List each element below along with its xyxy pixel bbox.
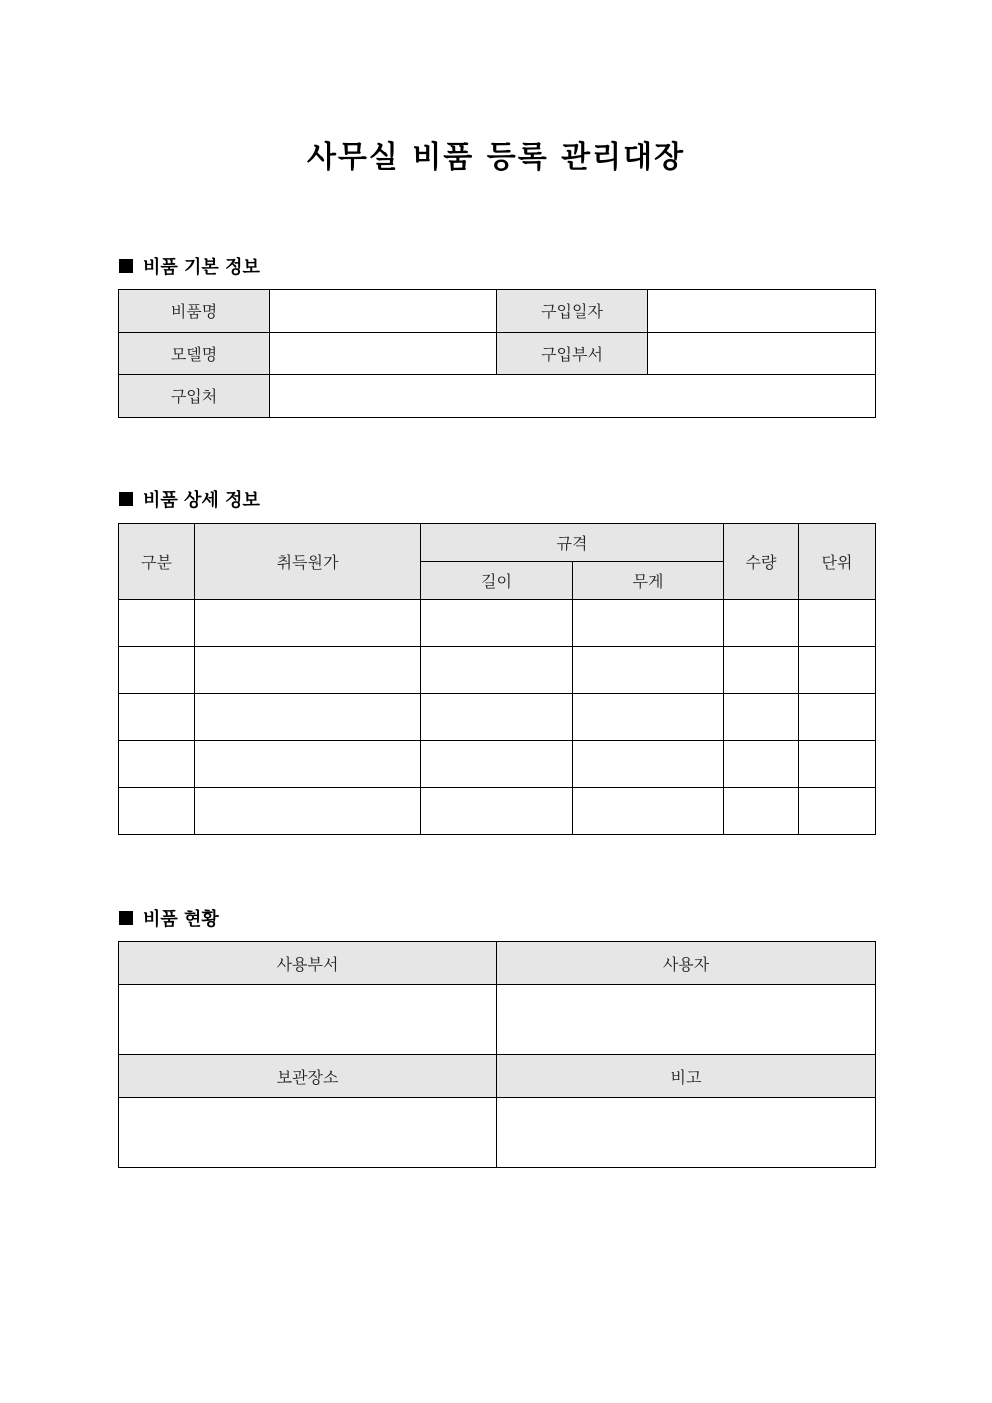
vendor-label: 구입처 (119, 375, 270, 418)
category-cell[interactable] (119, 600, 195, 647)
table-header-row (119, 1055, 876, 1098)
purchase-dept-field[interactable] (648, 332, 876, 375)
purchase-dept-label: 구입부서 (497, 332, 648, 375)
user-label: 사용자 (497, 942, 876, 985)
square-bullet-icon (119, 492, 133, 506)
length-cell[interactable] (421, 694, 573, 741)
length-cell[interactable] (421, 647, 573, 694)
table-row (119, 332, 876, 375)
storage-location-label: 보관장소 (119, 1055, 497, 1098)
table-row (119, 600, 876, 647)
section-heading-status (119, 905, 219, 931)
section-heading-detail-info (119, 486, 260, 512)
table-row (119, 985, 876, 1055)
basic-info-table (118, 289, 876, 418)
user-field[interactable] (497, 985, 876, 1055)
square-bullet-icon (119, 911, 133, 925)
storage-location-field[interactable] (119, 1098, 497, 1168)
weight-cell[interactable] (573, 741, 724, 788)
model-name-field[interactable] (270, 332, 497, 375)
col-header-weight: 무게 (573, 562, 724, 600)
acquisition-cost-cell[interactable] (195, 694, 421, 741)
table-header-row (119, 524, 876, 562)
unit-cell[interactable] (799, 788, 876, 835)
table-row (119, 788, 876, 835)
section-heading-basic-info (119, 253, 260, 279)
col-header-category: 구분 (119, 524, 195, 600)
quantity-cell[interactable] (724, 647, 799, 694)
category-cell[interactable] (119, 741, 195, 788)
category-cell[interactable] (119, 788, 195, 835)
length-cell[interactable] (421, 788, 573, 835)
weight-cell[interactable] (573, 647, 724, 694)
quantity-cell[interactable] (724, 788, 799, 835)
weight-cell[interactable] (573, 600, 724, 647)
item-name-label: 비품명 (119, 290, 270, 333)
quantity-cell[interactable] (724, 694, 799, 741)
col-header-acquisition-cost: 취득원가 (195, 524, 421, 600)
acquisition-cost-cell[interactable] (195, 600, 421, 647)
length-cell[interactable] (421, 741, 573, 788)
unit-cell[interactable] (799, 694, 876, 741)
col-header-unit: 단위 (799, 524, 876, 600)
remarks-field[interactable] (497, 1098, 876, 1168)
table-row (119, 647, 876, 694)
section-heading-text: 비품 현황 (143, 909, 219, 930)
square-bullet-icon (119, 259, 133, 273)
weight-cell[interactable] (573, 788, 724, 835)
table-row (119, 741, 876, 788)
purchase-date-field[interactable] (648, 290, 876, 333)
table-row (119, 290, 876, 333)
table-row (119, 694, 876, 741)
using-dept-field[interactable] (119, 985, 497, 1055)
col-header-spec: 규격 (421, 524, 724, 562)
table-row (119, 1098, 876, 1168)
document-title: 사무실 비품 등록 관리대장 (306, 140, 686, 175)
col-header-quantity: 수량 (724, 524, 799, 600)
table-row (119, 375, 876, 418)
acquisition-cost-cell[interactable] (195, 788, 421, 835)
status-table (118, 941, 876, 1168)
quantity-cell[interactable] (724, 600, 799, 647)
remarks-label: 비고 (497, 1055, 876, 1098)
item-name-field[interactable] (270, 290, 497, 333)
unit-cell[interactable] (799, 647, 876, 694)
purchase-date-label: 구입일자 (497, 290, 648, 333)
table-header-row (119, 942, 876, 985)
category-cell[interactable] (119, 694, 195, 741)
quantity-cell[interactable] (724, 741, 799, 788)
col-header-length: 길이 (421, 562, 573, 600)
model-name-label: 모델명 (119, 332, 270, 375)
category-cell[interactable] (119, 647, 195, 694)
detail-info-table (118, 523, 876, 835)
length-cell[interactable] (421, 600, 573, 647)
vendor-field[interactable] (270, 375, 876, 418)
weight-cell[interactable] (573, 694, 724, 741)
unit-cell[interactable] (799, 600, 876, 647)
section-heading-text: 비품 상세 정보 (143, 490, 260, 511)
acquisition-cost-cell[interactable] (195, 741, 421, 788)
unit-cell[interactable] (799, 741, 876, 788)
acquisition-cost-cell[interactable] (195, 647, 421, 694)
section-heading-text: 비품 기본 정보 (143, 257, 260, 278)
using-dept-label: 사용부서 (119, 942, 497, 985)
